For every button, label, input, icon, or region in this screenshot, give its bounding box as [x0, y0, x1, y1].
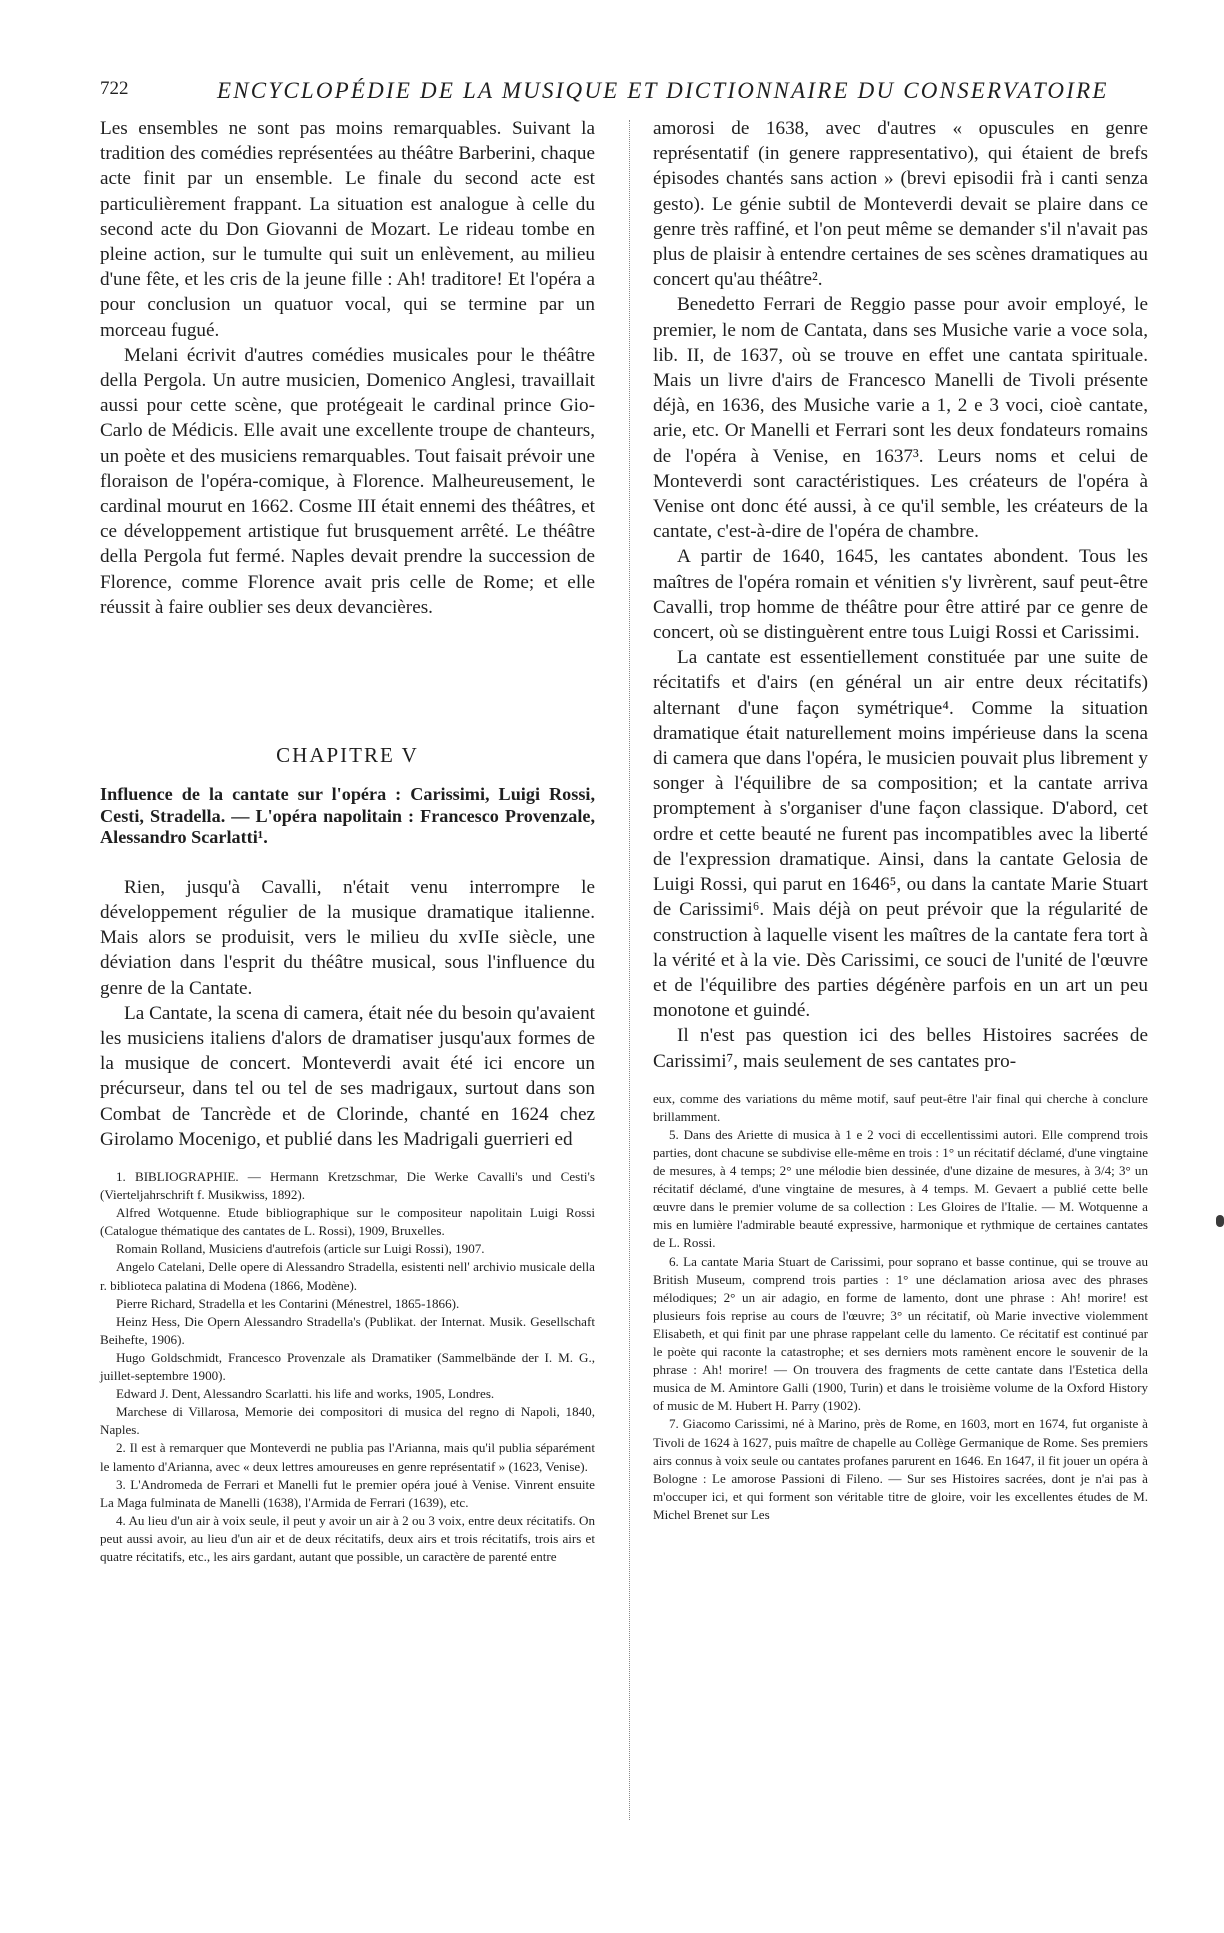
footnote: 2. Il est à remarquer que Monteverdi ne publia pas l'Arianna, mais qu'il publia séparément le lamento d'Arianna, avec « deux lettres amoureuses en genre représentatif » (1623, Venise).	[100, 1440, 595, 1474]
footnote: 7. Giacomo Carissimi, né à Marino, près de Rome, en 1603, mort en 1674, fut organiste à Tivoli de 1624 à 1627, puis maître de chapelle au Collège Germanique de Rome. Ses premiers airs connus à voix seule ou cantates profanes parurent en 1646. En 1647, il fit jouer un opéra à Bologne : Le amorose Passioni di Fileno. — Sur ses Histoires sacrées, dont je n'ai pas à m'occuper ici, et qui forment son véritable titre de gloire, voir les excellentes études de M. Michel Brenet sur Les	[653, 1416, 1148, 1522]
body-paragraph: amorosi de 1638, avec d'autres « opuscules en genre représentatif (in genere rappresentativo), qui étaient de brefs épisodes chantés sans action » (brevi episodii frà i canti senza gesto). Le génie subtil de Monteverdi devait se plaire dans ce genre très raffiné, et l'on peut même se demander s'il n'avait pas plus de plaisir à entendre certaines de ses scènes dramatiques au concert qu'au théâtre².	[653, 118, 1148, 291]
footnote: 4. Au lieu d'un air à voix seule, il peut y avoir un air à 2 ou 3 voix, entre deux récitatifs. On peut aussi avoir, au lieu d'un air et de deux récitatifs, deux airs et trois récitatifs, trois airs et quatre récitatifs, etc., les airs gardant, autant que possible, un caractère de parenté entre	[100, 1512, 595, 1564]
footnote: Romain Rolland, Musiciens d'autrefois (article sur Luigi Rossi), 1907.	[116, 1241, 485, 1257]
footnote: eux, comme des variations du même motif, sauf peut-être l'air final qui cherche à conclure brillamment.	[653, 1090, 1148, 1124]
page-number: 722	[100, 78, 129, 99]
footnote: 3. L'Andromeda de Ferrari et Manelli fut le premier opéra joué à Venise. Vinrent ensuite La Maga fulminata de Manelli (1638), l'Armida de Ferrari (1639), etc.	[100, 1476, 595, 1510]
left-column	[100, 116, 595, 1566]
footnote: 1. BIBLIOGRAPHIE. — Hermann Kretzschmar, Die Werke Cavalli's und Cesti's (Vierteljahrschrift f. Musikwiss, 1892).	[100, 1169, 595, 1203]
footnote: Hugo Goldschmidt, Francesco Provenzale als Dramatiker (Sammelbände der I. M. G., juillet-septembre 1900).	[100, 1349, 595, 1384]
chapter-title: CHAPITRE V	[276, 743, 419, 768]
footnote: Alfred Wotquenne. Etude bibliographique sur le compositeur napolitain Luigi Rossi (Catalogue thématique des cantates de L. Rossi), 1909, Bruxelles.	[100, 1205, 595, 1239]
body-paragraph: Benedetto Ferrari de Reggio passe pour avoir employé, le premier, le nom de Cantata, dans ses Musiche varie a voce sola, lib. II, de 1637, où se trouve en effet une cantata spirituale. Mais un livre d'airs de Francesco Manelli de Tivoli présente déjà, en 1636, des Musiche varie a 1, 2 e 3 voci, cioè cantate, arie, etc. Or Manelli et Ferrari sont les deux fondateurs romains de l'opéra à Venise, en 1637³. Leurs noms et celui de Monteverdi sont caractéristiques. Les créateurs de l'opéra à Venise ont donc été aussi, à ce qu'il semble, les créateurs de la cantate, c'est-à-dire de l'opéra de chambre.	[653, 294, 1148, 543]
column-divider	[629, 120, 630, 1820]
footnote: Marchese di Villarosa, Memorie dei compositori di musica del regno di Napoli, 1840, Naples.	[100, 1404, 595, 1438]
running-header	[100, 78, 1130, 106]
footnote: Edward J. Dent, Alessandro Scarlatti. his life and works, 1905, Londres.	[116, 1386, 495, 1402]
body-paragraph: A partir de 1640, 1645, les cantates abondent. Tous les maîtres de l'opéra romain et vénitien s'y livrèrent, sauf peut-être Cavalli, trop homme de théâtre pour être attiré par ce genre de concert, où se distinguèrent entre tous Luigi Rossi et Carissimi.	[653, 546, 1148, 644]
body-paragraph: Les ensembles ne sont pas moins remarquables. Suivant la tradition des comédies représentées au théâtre Barberini, chaque acte finit par un ensemble. Le finale du second acte est particulièrement frappant. La situation est analogue à celle du second acte du Don Giovanni de Mozart. Le rideau tombe en pleine action, sur le tumulte qui suit un enlèvement, au milieu d'une fête, et les cris de la jeune fille : Ah! traditore! Et l'opéra a pour conclusion un quatuor vocal, qui se termine par un morceau fugué.	[100, 118, 595, 341]
footnote: Heinz Hess, Die Opern Alessandro Stradella's (Publikat. der Internat. Musik. Gesellschaft Beihefte, 1906).	[100, 1313, 595, 1347]
body-paragraph: Rien, jusqu'à Cavalli, n'était venu interrompre le développement régulier de la musique dramatique italienne. Mais alors se produisit, vers le milieu du xvIIe siècle, une déviation dans l'esprit du théâtre musical, sous l'influence du genre de la Cantate.	[100, 876, 595, 999]
footnote: 6. La cantate Maria Stuart de Carissimi, pour soprano et basse continue, qui se trouve au British Museum, comprend trois parties : 1° une déclamation ariosa avec des phrases mélodiques; 2° un air adagio, en forme de lamento, dont une phrase : Ah! morire! est plusieurs fois reprise au cours de l'œuvre; 3° un récitatif, où Marie invective violemment Elisabeth, et qui finit par une phrase rappelant celle du lamento. Ce récitatif est continué par le poète qui raconte la catastrophe; et ses derniers mots ramènent encore le souvenir de la phrase : Ah! morire! — On trouvera des fragments de cette cantate dans l'Estetica della musica de M. Amintore Galli (1900, Turin) et dans le troisième volume de la Oxford History of music de M. Hubert H. Parry (1902).	[653, 1253, 1148, 1414]
footnote: 5. Dans des Ariette di musica à 1 e 2 voci di eccellentissimi autori. Elle comprend trois parties, dont chacune se subdivise elle-même en trois : 1° un récitatif déclamé, d'une vingtaine de mesures, à 4 temps; 2° une mélodie bien dessinée, d'une dizaine de mesures, à 3/4; 3° un récitatif déclamé, d'une vingtaine de mesures, à 4 temps. M. Gevaert a publié cette belle œuvre dans le premier volume de sa collection : Les Gloires de l'Italie. — M. Wotquenne a mis en lumière l'admirable beauté expressive, harmonique et rythmique de certaines cantates de L. Rossi.	[653, 1126, 1148, 1251]
body-paragraph: Melani écrivit d'autres comédies musicales pour le théâtre della Pergola. Un autre musicien, Domenico Anglesi, travaillait aussi pour cette scène, que protégeait le cardinal prince Gio-Carlo de Médicis. Elle avait une excellente troupe de chanteurs, un poète et des musiciens remarquables. Tout faisait prévoir une floraison de l'opéra-comique, à Florence. Malheureusement, le cardinal mourut en 1662. Cosme III était ennemi des théâtres, et ce développement artistique fut brusquement arrêté. Le théâtre della Pergola fut fermé. Naples devait prendre la succession de Florence, comme Florence avait pris celle de Rome; et elle réussit à faire oublier ses deux devancières.	[100, 344, 595, 618]
footnotes	[653, 1090, 1148, 1524]
footnotes	[100, 1168, 595, 1566]
footnote: Angelo Catelani, Delle opere di Alessandro Stradella, esistenti nell' archivio musicale della r. biblioteca palatina di Modena (1866, Modène).	[100, 1259, 595, 1293]
body-paragraph: La Cantate, la scena di camera, était née du besoin qu'avaient les musiciens italiens d'alors de dramatiser jusqu'aux formes de la musique de concert. Monteverdi avait été ici encore un précurseur, dans tel ou tel de ses madrigaux, surtout dans son Combat de Tancrède et de Clorinde, chanté en 1624 chez Girolamo Mocenigo, et publié dans les Madrigali guerrieri ed	[100, 1002, 595, 1150]
page-edge-mark	[1216, 1215, 1224, 1227]
body-paragraph: Il n'est pas question ici des belles Histoires sacrées de Carissimi⁷, mais seulement de ses cantates pro-	[653, 1025, 1148, 1072]
footnote: Pierre Richard, Stradella et les Contarini (Ménestrel, 1865-1866).	[116, 1295, 460, 1311]
body-paragraph: La cantate est essentiellement constituée par une suite de récitatifs et d'airs (en général un air entre deux récitatifs) alternant d'une façon symétrique⁴. Comme la situation dramatique était naturellement moins impérieuse dans la scena di camera que dans l'opéra, le musicien pouvait plus librement y songer à l'équilibre de sa composition; et la cantate arriva promptement à s'organiser d'une façon classique. D'abord, cet ordre et cette beauté ne furent pas incompatibles avec la liberté de l'expression dramatique. Ainsi, dans la cantate Gelosia de Luigi Rossi, qui parut en 1646⁵, ou dans la cantate Marie Stuart de Carissimi⁶. Mais déjà on peut prévoir que la régularité de construction à laquelle visent les maîtres de la cantate fera tort à la vérité et à la vie. Dès Carissimi, ce souci de l'unité de l'œuvre et de l'équilibre des parties dégénère parfois en un art un peu monotone et guindé.	[653, 647, 1148, 1022]
running-title: ENCYCLOPÉDIE DE LA MUSIQUE ET DICTIONNAIRE DU CONSERVATOIRE	[217, 78, 1109, 103]
right-column	[653, 116, 1148, 1524]
chapter-subtitle: Influence de la cantate sur l'opéra : Carissimi, Luigi Rossi, Cesti, Stradella. — L'opéra napolitain : Francesco Provenzale, Alessandro Scarlatti¹.	[100, 784, 595, 848]
